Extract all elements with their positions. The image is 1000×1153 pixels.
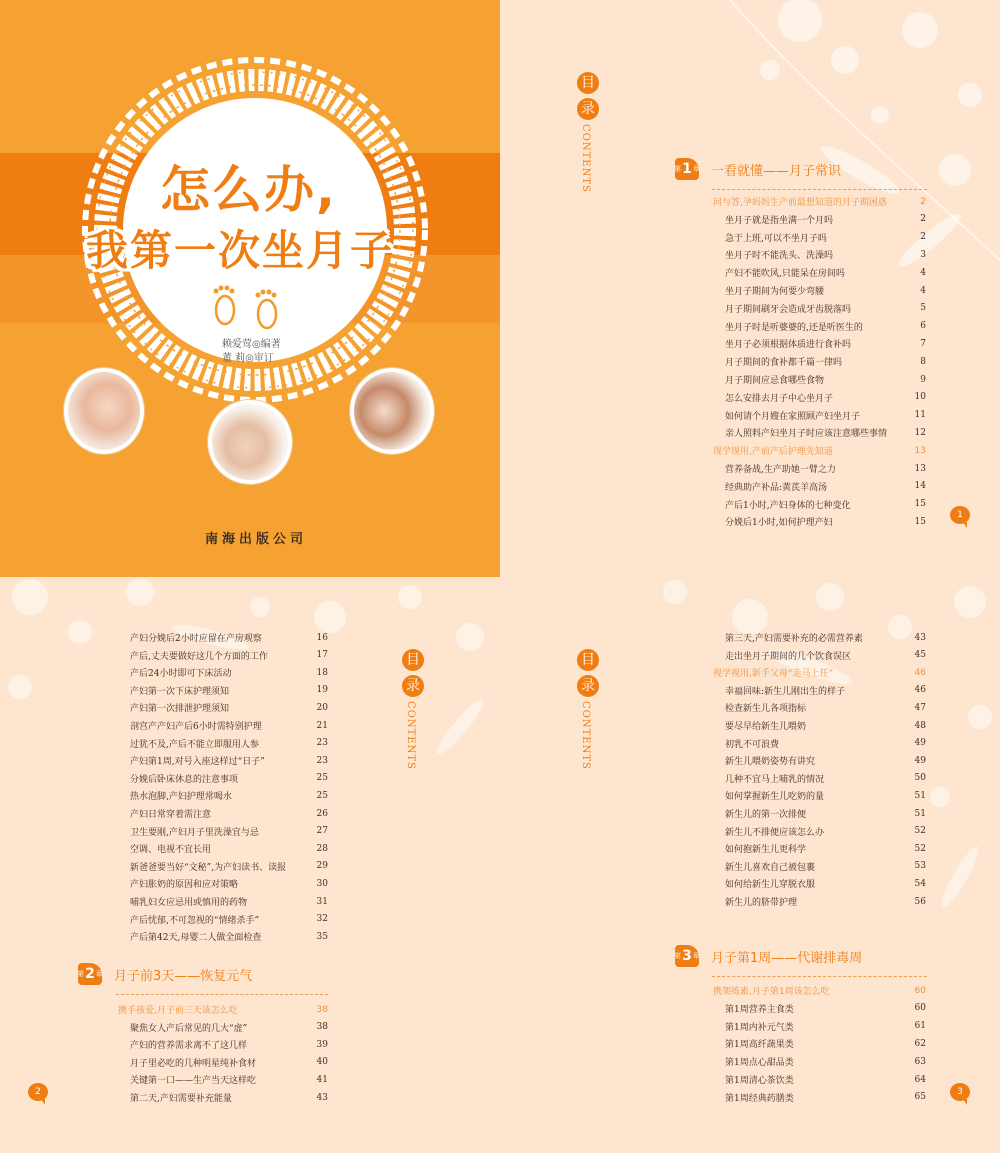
cover-title-line2: 我第一次坐月子 bbox=[86, 226, 395, 275]
toc-entry-page: 48 bbox=[914, 720, 926, 731]
mother-child-photo bbox=[350, 368, 434, 454]
toc-entry bbox=[130, 647, 328, 664]
toc-entry-title: 分娩后卧床休息的注意事项 bbox=[130, 774, 239, 785]
cover-title-line1: 怎么办, bbox=[160, 161, 337, 219]
toc-lu-char: 录 bbox=[577, 98, 599, 120]
toc-entry-title: 第1周经典药膳类 bbox=[725, 1093, 794, 1104]
toc-entry-title: 产妇第1周,对号入座这样过“日子” bbox=[130, 757, 265, 768]
toc-entry bbox=[725, 647, 926, 664]
toc-entry-title: 哺乳妇女应忌用或慎用的药物 bbox=[130, 898, 248, 908]
toc-entry bbox=[725, 513, 926, 530]
toc-entry-title: 视学视用,新手父母“走马上任” bbox=[713, 669, 834, 680]
toc-entry-title: 经典助产补品:黄芪羊高汤 bbox=[725, 482, 828, 493]
toc-entry-page: 13 bbox=[914, 445, 926, 456]
toc-page-2 bbox=[0, 577, 500, 1153]
toc-entry bbox=[130, 1071, 328, 1088]
toc-entry bbox=[725, 1053, 926, 1070]
toc-entry-page: 46 bbox=[914, 667, 926, 678]
toc-entry-page: 15 bbox=[914, 516, 926, 527]
toc-entry-page: 18 bbox=[316, 667, 328, 678]
toc-entry-page: 52 bbox=[914, 826, 926, 837]
chapter-title: 一看就懂——月子常识 bbox=[711, 163, 842, 179]
toc-entry bbox=[725, 752, 926, 769]
toc-entry-page: 41 bbox=[316, 1074, 328, 1085]
toc-entry-page: 49 bbox=[914, 738, 926, 749]
toc-entry-title: 产妇胀奶的原因和应对策略 bbox=[130, 880, 239, 891]
toc-entry bbox=[725, 840, 926, 857]
toc-entry-page: 12 bbox=[914, 427, 926, 438]
toc-entry bbox=[130, 717, 328, 734]
toc-lu-char: 录 bbox=[577, 675, 599, 697]
toc-entry-page: 39 bbox=[316, 1039, 328, 1050]
page-number-badge: 2 bbox=[28, 1083, 48, 1101]
mother-sleeping-photo bbox=[208, 400, 292, 484]
toc-entry-title: 怎么安排去月子中心坐月子 bbox=[725, 393, 834, 404]
toc-entry-title: 新生儿的脐带护理 bbox=[725, 898, 798, 908]
toc-entry-title: 急于上班,可以不坐月子吗 bbox=[725, 233, 827, 244]
toc-entry bbox=[725, 407, 926, 424]
toc-entry-title: 热水泡脚,产妇护理常喝水 bbox=[130, 792, 232, 803]
toc-entry-title: 产妇分娩后2小时应留在产房观察 bbox=[130, 634, 262, 644]
chapter-divider bbox=[116, 994, 328, 995]
toc-entry-page: 38 bbox=[316, 1022, 328, 1033]
toc-entry-title: 第三天,产妇需要补充的必需营养素 bbox=[725, 634, 863, 644]
toc-entry bbox=[130, 875, 328, 892]
toc-entry-page: 5 bbox=[920, 303, 926, 314]
toc-entry bbox=[130, 770, 328, 787]
toc-entry-page: 14 bbox=[914, 481, 926, 492]
toc-entry-title: 走出坐月子期间的几个饮食误区 bbox=[725, 651, 852, 662]
toc-entry bbox=[130, 1019, 328, 1036]
toc-entry bbox=[130, 805, 328, 822]
toc-entry-page: 46 bbox=[914, 685, 926, 696]
toc-entry-title: 月子期间的食补都千篇一律吗 bbox=[725, 358, 843, 369]
chapter-3-heading bbox=[675, 945, 862, 967]
toc-contents-label: CONTENTS bbox=[405, 701, 416, 770]
toc-entry-title: 产妇第一次下床护理须知 bbox=[130, 686, 230, 697]
toc-mu-char: 目 bbox=[577, 72, 599, 94]
toc-entry bbox=[725, 699, 926, 716]
toc-section-heading bbox=[713, 442, 926, 459]
toc-heading bbox=[402, 649, 422, 770]
toc-entry-page: 64 bbox=[914, 1074, 926, 1085]
toc-entry-page: 65 bbox=[914, 1092, 926, 1103]
toc-entry-page: 38 bbox=[316, 1004, 328, 1015]
toc-entry-title: 月子里必吃的几种明星纯补食材 bbox=[130, 1058, 257, 1069]
toc-entry bbox=[725, 1089, 926, 1106]
toc-entry bbox=[725, 335, 926, 352]
toc-entry-title: 如何掌握新生儿吃奶的量 bbox=[725, 792, 825, 803]
toc-entry-page: 52 bbox=[914, 843, 926, 854]
toc-entry-page: 47 bbox=[914, 702, 926, 713]
toc-entry-page: 28 bbox=[316, 843, 328, 854]
toc-entry-page: 2 bbox=[920, 196, 926, 207]
toc-entry-title: 问与答,孕妈妈生产前最想知道的月子期困惑 bbox=[713, 198, 887, 208]
toc-entry-title: 过犹不及,产后不能立即服用人参 bbox=[130, 739, 259, 750]
toc-entry bbox=[130, 682, 328, 699]
toc-entry-title: 坐月子就是指坐满一个月吗 bbox=[725, 215, 834, 226]
toc-entry-title: 第二天,产妇需要补充能量 bbox=[130, 1094, 232, 1104]
toc-entry bbox=[725, 629, 926, 646]
toc-entry-page: 61 bbox=[914, 1021, 926, 1032]
toc-entry bbox=[725, 1018, 926, 1035]
toc-entry-title: 产后第42天,母婴二人做全面检查 bbox=[130, 933, 262, 944]
toc-entry-title: 如何抱新生儿更科学 bbox=[725, 845, 807, 856]
toc-entry bbox=[725, 1035, 926, 1052]
toc-entry-title: 关键第一口——生产当天这样吃 bbox=[130, 1076, 257, 1087]
toc-entry-page: 15 bbox=[914, 499, 926, 510]
toc-entry-title: 坐月子时是听婆婆的,还是听医生的 bbox=[725, 322, 863, 333]
toc-entry-page: 23 bbox=[316, 755, 328, 766]
book-cover bbox=[0, 0, 500, 577]
toc-entry-page: 32 bbox=[316, 914, 328, 925]
baby-feet-icon bbox=[205, 282, 290, 332]
toc-entry-title: 卫生要刚,产妇月子里洗澡宜与忌 bbox=[130, 827, 259, 838]
toc-entry-page: 51 bbox=[914, 790, 926, 801]
toc-entry bbox=[130, 752, 328, 769]
toc-entry-title: 月子期间应忌食哪些食物 bbox=[725, 376, 825, 386]
toc-entry-page: 21 bbox=[316, 720, 328, 731]
toc-entry-page: 29 bbox=[316, 861, 328, 872]
toc-entry-page: 43 bbox=[316, 1092, 328, 1103]
toc-entry-title: 产后忧郁,不可忽视的“情绪杀手” bbox=[130, 915, 260, 926]
toc-section-heading bbox=[713, 664, 926, 681]
toc-entry bbox=[130, 1036, 328, 1053]
toc-entry-page: 63 bbox=[914, 1056, 926, 1067]
toc-entry bbox=[725, 1071, 926, 1088]
toc-heading bbox=[577, 72, 597, 193]
toc-page-3 bbox=[500, 577, 1000, 1153]
toc-entry-title: 月子期间刷牙会造成牙齿脱落吗 bbox=[725, 304, 852, 315]
toc-contents-label: CONTENTS bbox=[580, 124, 591, 193]
toc-heading bbox=[577, 649, 597, 770]
toc-entry-title: 携手孩爱,月子前三天该怎么吃 bbox=[118, 1006, 238, 1016]
chapter-divider bbox=[712, 189, 927, 190]
toc-entry-page: 13 bbox=[914, 463, 926, 474]
toc-entry-page: 3 bbox=[920, 249, 926, 260]
toc-entry bbox=[130, 629, 328, 646]
toc-entry bbox=[725, 353, 926, 370]
toc-entry-title: 产后1小时,产妇身体的七种变化 bbox=[725, 500, 851, 511]
toc-entry-page: 49 bbox=[914, 755, 926, 766]
toc-entry-page: 27 bbox=[316, 826, 328, 837]
toc-entry-page: 6 bbox=[920, 321, 926, 332]
toc-entry-title: 坐月子期间为何要少弯腰 bbox=[725, 287, 825, 297]
toc-entry bbox=[130, 911, 328, 928]
toc-entry-title: 新生儿喂奶姿势有讲究 bbox=[725, 757, 816, 768]
toc-entry bbox=[725, 282, 926, 299]
toc-entry-page: 10 bbox=[914, 392, 926, 403]
toc-entry bbox=[130, 858, 328, 875]
toc-entry bbox=[130, 787, 328, 804]
chapter-badge: 第 2 章 bbox=[78, 963, 102, 985]
toc-entry-title: 坐月子必须根据体质进行食补吗 bbox=[725, 340, 852, 351]
toc-entry-page: 30 bbox=[316, 878, 328, 889]
toc-entry-title: 第1周点心甜品类 bbox=[725, 1058, 794, 1069]
toc-entry-title: 产后24小时即可下床活动 bbox=[130, 669, 232, 680]
toc-entry-title: 分娩后1小时,如何护理产妇 bbox=[725, 518, 833, 529]
toc-entry-page: 45 bbox=[914, 650, 926, 661]
toc-entry bbox=[725, 787, 926, 804]
toc-entry-page: 35 bbox=[316, 931, 328, 942]
toc-entry bbox=[130, 1089, 328, 1106]
toc-entry bbox=[725, 823, 926, 840]
toc-entry-page: 60 bbox=[914, 985, 926, 996]
chapter-divider bbox=[712, 976, 927, 977]
toc-entry bbox=[130, 823, 328, 840]
toc-entry bbox=[725, 858, 926, 875]
toc-entry-title: 产后,丈夫要做好这几个方面的工作 bbox=[130, 651, 268, 662]
toc-lu-char: 录 bbox=[402, 675, 424, 697]
toc-section-heading bbox=[713, 982, 926, 999]
toc-entry-title: 几种不宜马上哺乳的情况 bbox=[725, 774, 825, 785]
toc-entry-title: 产妇日常穿着需注意 bbox=[130, 810, 212, 820]
toc-entry-title: 第1周清心茶饮类 bbox=[725, 1076, 794, 1086]
toc-entry-page: 11 bbox=[914, 410, 926, 421]
toc-entry-page: 9 bbox=[920, 374, 926, 385]
chapter-title: 月子前3天——恢复元气 bbox=[114, 968, 253, 984]
toc-entry bbox=[725, 246, 926, 263]
toc-entry-title: 现学现用,产前产后护理先知道 bbox=[713, 447, 833, 458]
toc-entry bbox=[725, 389, 926, 406]
toc-entry bbox=[725, 875, 926, 892]
toc-entry-title: 亲人照料产妇坐月子时应该注意哪些事情 bbox=[725, 429, 888, 440]
toc-entry-title: 如何给新生儿穿脱衣服 bbox=[725, 880, 816, 891]
toc-entry-page: 62 bbox=[914, 1038, 926, 1049]
toc-entry-page: 31 bbox=[316, 896, 328, 907]
toc-entry bbox=[130, 1054, 328, 1071]
baby-photo bbox=[64, 368, 144, 454]
toc-entry bbox=[130, 664, 328, 681]
toc-entry bbox=[725, 478, 926, 495]
publisher-logo: 南海出版公司 bbox=[205, 532, 308, 547]
toc-section-heading bbox=[118, 1001, 328, 1018]
toc-contents-label: CONTENTS bbox=[580, 701, 591, 770]
page-number-badge: 1 bbox=[950, 506, 970, 524]
page-number-badge: 3 bbox=[950, 1083, 970, 1101]
toc-entry-title: 新生儿的第一次排便 bbox=[725, 810, 807, 820]
toc-entry-title: 要尽早给新生儿喂奶 bbox=[725, 722, 807, 732]
toc-entry-page: 8 bbox=[920, 356, 926, 367]
chapter-title: 月子第1周——代谢排毒周 bbox=[711, 950, 863, 966]
toc-entry-title: 新生儿喜欢自己被包裹 bbox=[725, 862, 816, 873]
toc-entry bbox=[725, 371, 926, 388]
toc-entry-title: 如何请个月嫂在家照顾产妇坐月子 bbox=[725, 411, 861, 422]
toc-entry-page: 4 bbox=[920, 267, 926, 278]
cover-authors bbox=[222, 338, 281, 366]
toc-entry bbox=[725, 264, 926, 281]
reviewer-credit: 董 莉◎审订 bbox=[222, 353, 274, 364]
toc-entry-page: 19 bbox=[316, 685, 328, 696]
toc-entry-page: 20 bbox=[316, 702, 328, 713]
toc-mu-char: 目 bbox=[577, 649, 599, 671]
toc-entry bbox=[725, 735, 926, 752]
toc-entry-title: 第1周营养主食类 bbox=[725, 1004, 794, 1015]
toc-entry-title: 初乳不可浪费 bbox=[725, 739, 780, 750]
toc-entry-title: 产妇不能吹风,只能呆在房间吗 bbox=[725, 269, 845, 280]
toc-entry-page: 40 bbox=[316, 1057, 328, 1068]
toc-entry-page: 4 bbox=[920, 285, 926, 296]
toc-entry-page: 50 bbox=[914, 773, 926, 784]
toc-entry bbox=[725, 717, 926, 734]
toc-entry-page: 54 bbox=[914, 878, 926, 889]
toc-entry-page: 60 bbox=[914, 1003, 926, 1014]
toc-entry-title: 幸福回味:新生儿刚出生的样子 bbox=[725, 686, 846, 697]
toc-entry bbox=[725, 318, 926, 335]
toc-entry-title: 携架练素,月子第1周该怎么吃 bbox=[713, 987, 830, 997]
toc-entry-page: 2 bbox=[920, 214, 926, 225]
toc-entry-page: 43 bbox=[914, 632, 926, 643]
toc-entry-title: 新爸爸要当好“文秘”,为产妇读书、读报 bbox=[130, 862, 287, 873]
toc-entry-title: 坐月子时不能洗头、洗澡吗 bbox=[725, 251, 834, 262]
toc-entry bbox=[725, 424, 926, 441]
chapter-2-heading bbox=[78, 963, 252, 985]
toc-entry bbox=[725, 460, 926, 477]
toc-entry-page: 16 bbox=[316, 632, 328, 643]
toc-entry-title: 第1周高纤蔬果类 bbox=[725, 1040, 794, 1051]
toc-entry-page: 56 bbox=[914, 896, 926, 907]
toc-section-heading bbox=[713, 193, 926, 210]
toc-entry-page: 23 bbox=[316, 738, 328, 749]
toc-entry-title: 剖宫产产妇产后6小时需特别护理 bbox=[130, 722, 262, 732]
toc-entry bbox=[725, 805, 926, 822]
toc-entry-title: 新生儿不排便应该怎么办 bbox=[725, 827, 825, 838]
toc-entry-title: 营养备战,生产助她一臂之力 bbox=[725, 465, 836, 475]
toc-entry-title: 产妇第一次排泄护理须知 bbox=[130, 704, 230, 715]
toc-entry bbox=[725, 770, 926, 787]
toc-entry bbox=[130, 699, 328, 716]
toc-entry-page: 7 bbox=[920, 338, 926, 349]
toc-entry bbox=[130, 928, 328, 945]
toc-entry bbox=[725, 682, 926, 699]
toc-mu-char: 目 bbox=[402, 649, 424, 671]
toc-entry bbox=[130, 840, 328, 857]
toc-entry-page: 2 bbox=[920, 232, 926, 243]
toc-entry-title: 空调、电视不宜长用 bbox=[130, 845, 212, 856]
toc-entry-page: 51 bbox=[914, 808, 926, 819]
toc-page-1 bbox=[500, 0, 1000, 577]
chapter-1-heading bbox=[675, 158, 841, 180]
toc-entry bbox=[130, 893, 328, 910]
toc-entry-page: 26 bbox=[316, 808, 328, 819]
toc-entry bbox=[725, 211, 926, 228]
toc-entry-page: 25 bbox=[316, 773, 328, 784]
chapter-badge: 第 3 章 bbox=[675, 945, 699, 967]
toc-entry bbox=[725, 229, 926, 246]
chapter-badge: 第 1 章 bbox=[675, 158, 699, 180]
toc-entry-title: 检查新生儿各项指标 bbox=[725, 704, 807, 715]
toc-entry-title: 产妇的营养需求离不了这几样 bbox=[130, 1041, 248, 1052]
toc-entry-title: 第1周内补元气类 bbox=[725, 1022, 794, 1033]
toc-entry-title: 聚焦女人产后常见的几大“虚” bbox=[130, 1023, 248, 1034]
toc-entry-page: 25 bbox=[316, 790, 328, 801]
toc-entry bbox=[725, 496, 926, 513]
toc-entry bbox=[725, 1000, 926, 1017]
author-credit: 赖爱莺◎编著 bbox=[222, 339, 281, 350]
toc-entry bbox=[130, 735, 328, 752]
toc-entry bbox=[725, 893, 926, 910]
toc-entry bbox=[725, 300, 926, 317]
toc-entry-page: 17 bbox=[316, 650, 328, 661]
toc-entry-page: 53 bbox=[914, 861, 926, 872]
